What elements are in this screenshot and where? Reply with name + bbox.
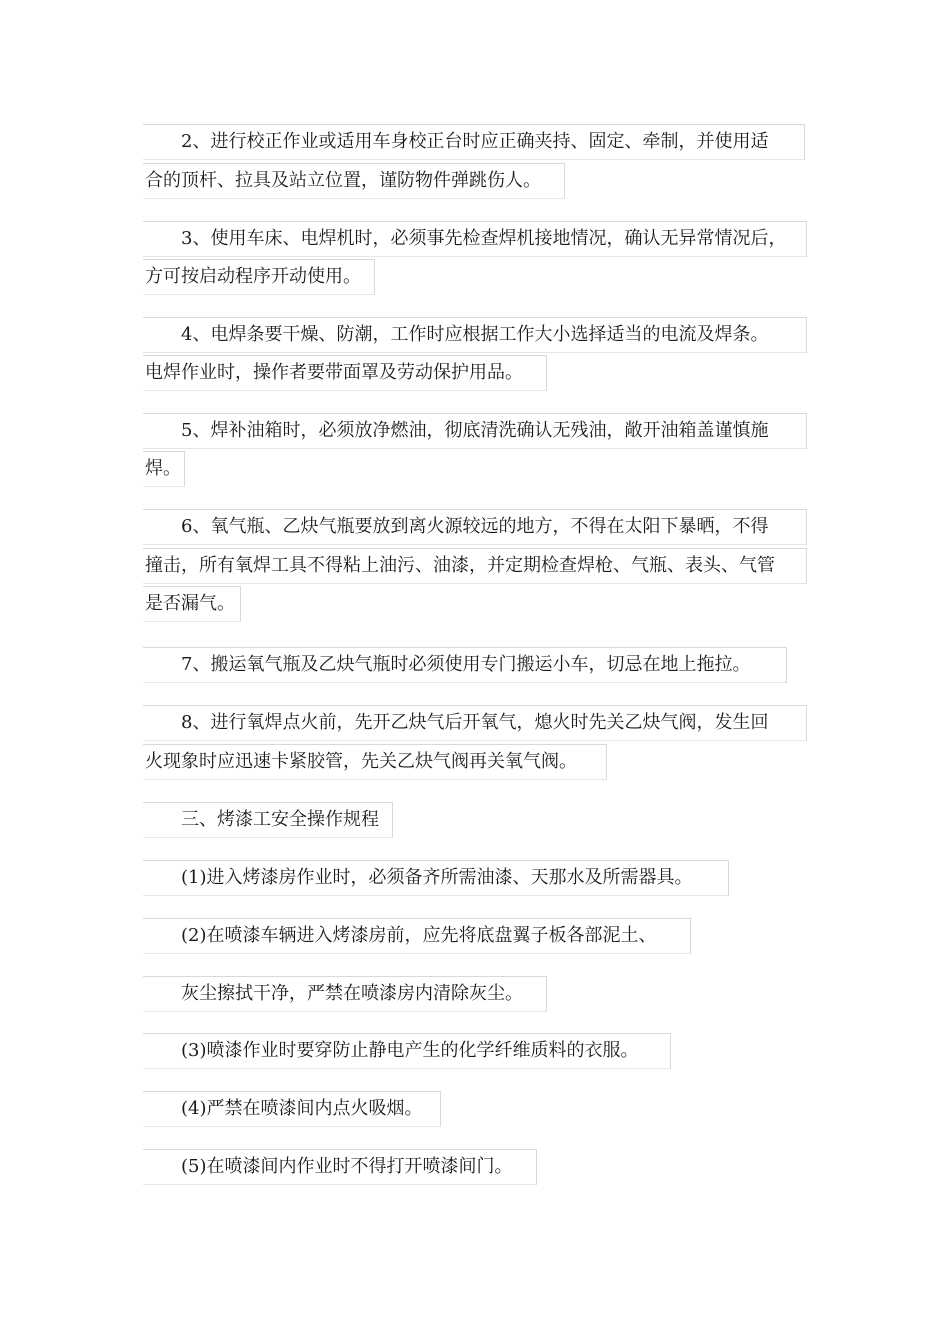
paragraph-line: 灰尘擦拭干净，严禁在喷漆房内清除灰尘。: [143, 976, 547, 1012]
paragraph-line: 8、进行氧焊点火前，先开乙炔气后开氧气，熄火时先关乙炔气阀，发生回: [143, 705, 807, 741]
paragraph-line: (1)进入烤漆房作业时，必须备齐所需油漆、天那水及所需器具。: [143, 860, 729, 896]
paragraph-line: 是否漏气。: [143, 586, 241, 622]
paragraph-line: 6、氧气瓶、乙炔气瓶要放到离火源较远的地方，不得在太阳下暴晒，不得: [143, 509, 807, 545]
paragraph-line: 方可按启动程序开动使用。: [143, 259, 375, 295]
paragraph-line: 电焊作业时，操作者要带面罩及劳动保护用品。: [143, 355, 547, 391]
paragraph-line: (2)在喷漆车辆进入烤漆房前，应先将底盘翼子板各部泥土、: [143, 918, 691, 954]
paragraph-line: 4、电焊条要干燥、防潮，工作时应根据工作大小选择适当的电流及焊条。: [143, 317, 807, 353]
paragraph-line: 5、焊补油箱时，必须放净燃油，彻底清洗确认无残油，敞开油箱盖谨慎施: [143, 413, 807, 449]
paragraph-line: (5)在喷漆间内作业时不得打开喷漆间门。: [143, 1149, 537, 1185]
paragraph-line: 撞击，所有氧焊工具不得粘上油污、油漆，并定期检查焊枪、气瓶、表头、气管: [143, 548, 807, 584]
paragraph-line: 合的顶杆、拉具及站立位置，谨防物件弹跳伤人。: [143, 163, 565, 199]
paragraph-line: (4)严禁在喷漆间内点火吸烟。: [143, 1091, 441, 1127]
paragraph-line: 2、进行校正作业或适用车身校正台时应正确夹持、固定、牵制，并使用适: [143, 124, 805, 160]
paragraph-line: 3、使用车床、电焊机时，必须事先检查焊机接地情况，确认无异常情况后，: [143, 221, 807, 257]
paragraph-line: 7、搬运氧气瓶及乙炔气瓶时必须使用专门搬运小车，切忌在地上拖拉。: [143, 647, 787, 683]
paragraph-line: 焊。: [143, 451, 185, 487]
paragraph-line: (3)喷漆作业时要穿防止静电产生的化学纤维质料的衣服。: [143, 1033, 671, 1069]
paragraph-line: 火现象时应迅速卡紧胶管，先关乙炔气阀再关氧气阀。: [143, 744, 607, 780]
section-heading: 三、烤漆工安全操作规程: [143, 802, 393, 838]
